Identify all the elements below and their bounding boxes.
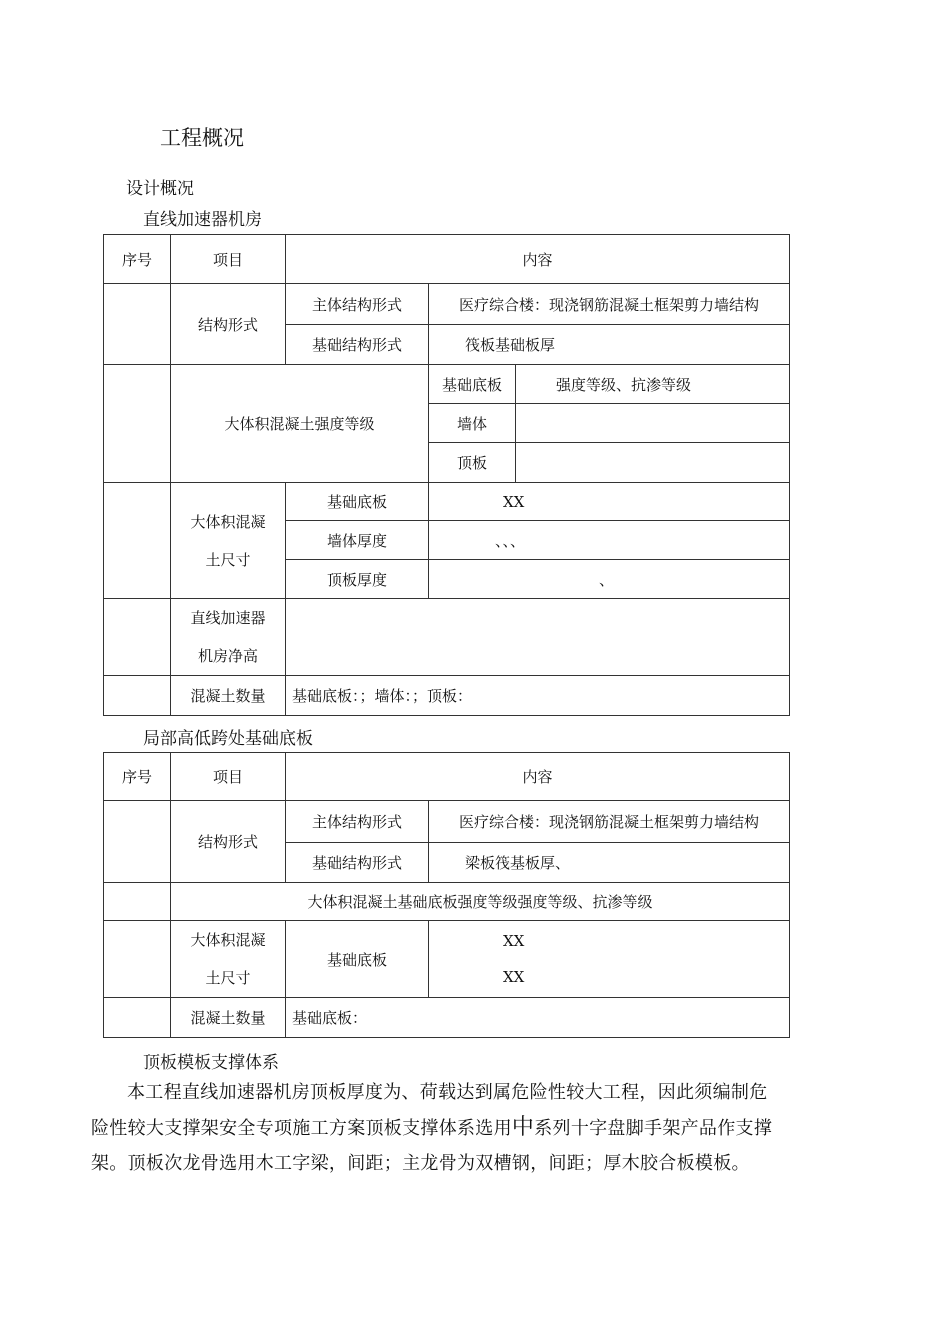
strength-roof-label: 顶板 — [429, 443, 516, 483]
section-heading-accelerator-room: 直线加速器机房 — [143, 210, 262, 230]
size-label-line1: 大体积混凝 — [190, 512, 266, 531]
size-value-line2: XX — [503, 968, 525, 986]
size-base-value: XX — [429, 483, 790, 521]
paragraph-line-2 — [91, 1110, 803, 1146]
strength-row-value: 大体积混凝土基础底板强度等级强度等级、抗渗等级 — [171, 883, 790, 921]
size-label — [171, 483, 286, 599]
accelerator-room-table — [103, 234, 790, 716]
foundation-structure-label: 基础结构形式 — [286, 843, 429, 883]
paragraph-line-3-text: 架。顶板次龙骨选用木工字梁，间距；主龙骨为双槽钢，间距；厚木胶合板模板。 — [91, 1153, 750, 1174]
structure-label: 结构形式 — [171, 801, 286, 883]
quantity-label: 混凝土数量 — [171, 676, 286, 716]
formwork-paragraph — [91, 1075, 803, 1181]
height-label-line2: 机房净高 — [197, 647, 258, 665]
height-value — [286, 599, 790, 676]
header-item: 项目 — [171, 753, 286, 801]
size-base-value — [429, 921, 790, 998]
seq-cell — [104, 801, 171, 883]
table-row — [104, 599, 790, 676]
paragraph-line-1-text: 本工程直线加速器机房顶板厚度为、荷载达到属危险性较大工程，因此须编制危 — [127, 1082, 768, 1103]
seq-cell — [104, 883, 171, 921]
table-row — [104, 801, 790, 843]
size-wall-value: 、、、 — [429, 521, 790, 560]
page-title: 工程概况 — [160, 126, 244, 150]
seq-cell — [104, 599, 171, 676]
strength-base-label: 基础底板 — [429, 365, 516, 404]
header-seq: 序号 — [104, 753, 171, 801]
quantity-value: 基础底板： — [286, 998, 790, 1038]
strength-base-value: 强度等级、抗渗等级 — [516, 365, 790, 404]
height-label — [171, 599, 286, 676]
table-row — [104, 365, 790, 404]
size-label-line2: 土尺寸 — [205, 969, 251, 987]
quantity-label: 混凝土数量 — [171, 998, 286, 1038]
seq-cell — [104, 284, 171, 365]
seq-cell — [104, 921, 171, 998]
strength-label: 大体积混凝土强度等级 — [171, 365, 429, 483]
size-label — [171, 921, 286, 998]
table-row — [104, 284, 790, 325]
quantity-value: 基础底板：；墙体：；顶板： — [286, 676, 790, 716]
seq-cell — [104, 365, 171, 483]
header-item: 项目 — [171, 235, 286, 284]
paragraph-line-2c-text: 系列十字盘脚手架产品作支撑 — [534, 1118, 773, 1139]
size-base-label: 基础底板 — [286, 483, 429, 521]
foundation-structure-label: 基础结构形式 — [286, 325, 429, 365]
main-structure-value: 医疗综合楼：现浇钢筋混凝土框架剪力墙结构 — [429, 284, 790, 325]
foundation-structure-value: 梁板筏基板厚、 — [429, 843, 790, 883]
paragraph-line-1 — [91, 1075, 803, 1110]
seq-cell — [104, 483, 171, 599]
strength-wall-label: 墙体 — [429, 404, 516, 443]
table-row — [104, 921, 790, 998]
main-structure-label: 主体结构形式 — [286, 284, 429, 325]
size-roof-value: 、 — [429, 560, 790, 599]
structure-label: 结构形式 — [171, 284, 286, 365]
header-seq: 序号 — [104, 235, 171, 284]
size-label-line1: 大体积混凝 — [190, 931, 266, 949]
paragraph-line-2a-text: 险性较大支撑架安全专项施工方案顶板支撑体系选用 — [91, 1118, 512, 1139]
main-structure-value: 医疗综合楼：现浇钢筋混凝土框架剪力墙结构 — [429, 801, 790, 843]
table-row — [104, 483, 790, 521]
foundation-structure-value: 筏板基础板厚 — [429, 325, 790, 365]
strength-roof-value — [516, 443, 790, 483]
table-header-row — [104, 753, 790, 801]
seq-cell — [104, 998, 171, 1038]
main-structure-label: 主体结构形式 — [286, 801, 429, 843]
foundation-slab-table — [103, 752, 790, 1038]
size-roof-label: 顶板厚度 — [286, 560, 429, 599]
table-row — [104, 883, 790, 921]
size-base-label: 基础底板 — [286, 921, 429, 998]
size-label-line2: 土尺寸 — [205, 550, 251, 569]
size-wall-label: 墙体厚度 — [286, 521, 429, 560]
seq-cell — [104, 676, 171, 716]
table-row — [104, 998, 790, 1038]
section-heading-formwork: 顶板模板支撑体系 — [143, 1053, 279, 1073]
table-row — [104, 676, 790, 716]
paragraph-line-2b-text: 中 — [511, 1115, 535, 1140]
header-content: 内容 — [286, 235, 790, 284]
size-value-line1: XX — [503, 932, 525, 950]
table-header-row — [104, 235, 790, 284]
strength-wall-value — [516, 404, 790, 443]
section-heading-foundation: 局部高低跨处基础底板 — [143, 729, 313, 749]
header-content: 内容 — [286, 753, 790, 801]
height-label-line1: 直线加速器 — [190, 609, 266, 627]
design-overview-heading: 设计概况 — [126, 179, 194, 199]
paragraph-line-3 — [91, 1146, 803, 1181]
